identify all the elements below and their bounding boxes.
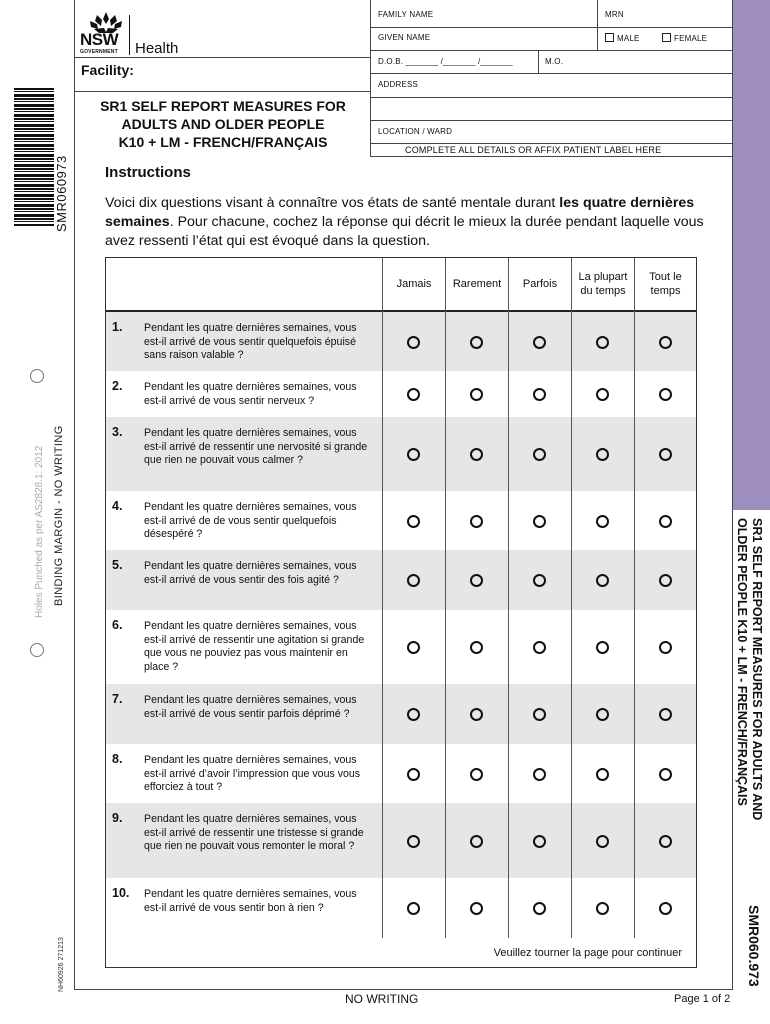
response-option-parfois[interactable]: [533, 336, 546, 349]
response-option-jamais[interactable]: [407, 902, 420, 915]
response-option-tout-le-temps[interactable]: [659, 336, 672, 349]
question-number: 7.: [112, 692, 123, 706]
form-title-line3: K10 + LM - FRENCH/FRANÇAIS: [118, 134, 328, 150]
dob-field[interactable]: D.O.B. _______ /_______ /_______: [378, 57, 513, 66]
response-option-parfois[interactable]: [533, 835, 546, 848]
patient-box-line: [370, 120, 733, 121]
response-option-jamais[interactable]: [407, 708, 420, 721]
side-form-code: SMR060.973: [746, 905, 762, 987]
question-text: Pendant les quatre dernières semaines, vous est-il arrivé de ressentir une agitation si grande que vous ne pouviez pas vous maintenir en place ?: [144, 620, 365, 673]
response-option-jamais[interactable]: [407, 388, 420, 401]
question-text: Pendant les quatre dernières semaines, vous est-il arrivé de vous sentir quelquefois épuisé sans raison valable ?: [144, 322, 357, 361]
instructions-text: [105, 194, 705, 251]
response-option-la-plupart[interactable]: [596, 448, 609, 461]
mo-field[interactable]: M.O.: [545, 57, 564, 66]
no-writing-note: NO WRITING: [345, 992, 419, 1006]
response-option-tout-le-temps[interactable]: [659, 902, 672, 915]
instructions-text-part2: . Pour chacune, cochez la réponse qui décrit le mieux la durée pendant laquelle vous avez ressenti l’état qui est évoqué dans la question.: [105, 214, 704, 249]
question-row: [106, 878, 696, 938]
question-text: Pendant les quatre dernières semaines, vous est-il arrivé d’avoir l’impression que vous vous efforciez à tout ?: [144, 754, 361, 793]
questionnaire-table: [105, 257, 697, 968]
nsw-logo-text: NSW: [80, 30, 119, 49]
question-number: 10.: [112, 886, 130, 900]
patient-box-line: [370, 27, 733, 28]
left-frame-line: [74, 0, 75, 990]
response-option-rarement[interactable]: [470, 768, 483, 781]
response-option-parfois[interactable]: [533, 515, 546, 528]
patient-box-line: [370, 50, 733, 51]
response-option-tout-le-temps[interactable]: [659, 708, 672, 721]
column-divider: [634, 310, 635, 938]
page-number: Page 1 of 2: [674, 993, 731, 1005]
side-form-title: SR1 SELF REPORT MEASURES FOR ADULTS AND OLDER PEOPLE K10 + LM - FRENCH/FRANÇAIS: [735, 518, 764, 821]
column-header-tout-le-temps: Tout le temps: [634, 258, 696, 310]
column-divider: [508, 310, 509, 938]
response-option-la-plupart[interactable]: [596, 768, 609, 781]
question-row: [106, 550, 696, 610]
question-number: 6.: [112, 618, 123, 632]
question-row: [106, 684, 696, 744]
response-option-rarement[interactable]: [470, 708, 483, 721]
question-row: [106, 744, 696, 803]
question-row: [106, 371, 696, 417]
response-option-tout-le-temps[interactable]: [659, 515, 672, 528]
question-text: Pendant les quatre dernières semaines, vous est-il arrivé de ressentir une tristesse si grande que rien ne pouvait vous remonter le moral ?: [144, 813, 364, 852]
org-name: Health: [135, 40, 179, 57]
patient-box-divider: [538, 50, 539, 73]
response-option-parfois[interactable]: [533, 448, 546, 461]
response-option-jamais[interactable]: [407, 768, 420, 781]
patient-box-line: [370, 97, 733, 98]
response-option-rarement[interactable]: [470, 515, 483, 528]
female-label: FEMALE: [674, 34, 708, 43]
response-option-jamais[interactable]: [407, 515, 420, 528]
question-number: 2.: [112, 379, 123, 393]
nsw-logo: [80, 10, 132, 61]
male-label: MALE: [617, 34, 640, 43]
response-option-parfois[interactable]: [533, 641, 546, 654]
binding-margin-note: BINDING MARGIN - NO WRITING: [53, 425, 65, 606]
table-header-divider: [106, 310, 696, 312]
checkbox-icon: [605, 33, 614, 42]
response-option-la-plupart[interactable]: [596, 708, 609, 721]
response-option-tout-le-temps[interactable]: [659, 641, 672, 654]
response-option-tout-le-temps[interactable]: [659, 768, 672, 781]
response-option-la-plupart[interactable]: [596, 574, 609, 587]
given-name-field[interactable]: GIVEN NAME: [378, 33, 431, 42]
question-row: [106, 803, 696, 878]
question-row: [106, 491, 696, 550]
response-option-tout-le-temps[interactable]: [659, 835, 672, 848]
response-option-rarement[interactable]: [470, 835, 483, 848]
bottom-frame-line: [74, 989, 733, 990]
column-divider: [571, 310, 572, 938]
response-option-rarement[interactable]: [470, 336, 483, 349]
response-option-rarement[interactable]: [470, 574, 483, 587]
address-field[interactable]: ADDRESS: [378, 80, 419, 89]
question-number: 8.: [112, 752, 123, 766]
question-text: Pendant les quatre dernières semaines, vous est-il arrivé de vous sentir des fois agité ?: [144, 560, 357, 586]
response-option-tout-le-temps[interactable]: [659, 448, 672, 461]
response-option-jamais[interactable]: [407, 448, 420, 461]
response-option-la-plupart[interactable]: [596, 388, 609, 401]
question-number: 4.: [112, 499, 123, 513]
response-option-parfois[interactable]: [533, 388, 546, 401]
form-title: [76, 97, 370, 151]
patient-box-line: [370, 156, 733, 157]
question-row: [106, 312, 696, 371]
column-header-la-plupart: La plupart du temps: [571, 258, 634, 310]
question-text: Pendant les quatre dernières semaines, vous est-il arrivé de de vous sentir quelquefois désespéré ?: [144, 501, 357, 540]
response-option-la-plupart[interactable]: [596, 336, 609, 349]
response-option-la-plupart[interactable]: [596, 641, 609, 654]
question-text: Pendant les quatre dernières semaines, vous est-il arrivé de vous sentir parfois déprimé ?: [144, 694, 357, 720]
instructions-title: Instructions: [105, 164, 191, 181]
form-title-line1: SR1 SELF REPORT MEASURES FOR: [100, 98, 346, 114]
facility-label: Facility:: [81, 62, 134, 78]
turn-page-note: Veuillez tourner la page pour continuer: [493, 947, 682, 959]
column-divider: [445, 310, 446, 938]
patient-box-left: [370, 0, 371, 156]
response-option-rarement[interactable]: [470, 902, 483, 915]
patient-box-line: [370, 73, 733, 74]
response-option-jamais[interactable]: [407, 641, 420, 654]
header-line: [74, 91, 370, 92]
punch-hole-top: [30, 369, 44, 383]
response-option-rarement[interactable]: [470, 388, 483, 401]
response-option-parfois[interactable]: [533, 902, 546, 915]
location-ward-field[interactable]: LOCATION / WARD: [378, 127, 453, 136]
question-text: Pendant les quatre dernières semaines, vous est-il arrivé de vous sentir nerveux ?: [144, 381, 357, 407]
female-checkbox[interactable]: [662, 33, 707, 43]
holes-note: Holes Punched as per AS2828.1: 2012: [34, 445, 45, 618]
print-code: NH60926 271213: [58, 937, 65, 992]
column-header-jamais: Jamais: [382, 258, 445, 310]
question-text: Pendant les quatre dernières semaines, vous est-il arrivé de vous sentir bon à rien ?: [144, 888, 357, 914]
response-option-jamais[interactable]: [407, 835, 420, 848]
instructions-text-part1: Voici dix questions visant à connaître vos états de santé mentale durant: [105, 195, 560, 211]
response-option-la-plupart[interactable]: [596, 902, 609, 915]
question-number: 1.: [112, 320, 123, 334]
logo-divider: [129, 15, 130, 55]
question-row: [106, 417, 696, 491]
response-option-la-plupart[interactable]: [596, 515, 609, 528]
instructions-text-bold: les quatre dernières semaines: [105, 195, 695, 230]
header-line: [74, 57, 370, 58]
mrn-field[interactable]: MRN: [605, 10, 624, 19]
patient-box-line: [370, 143, 733, 144]
column-divider: [382, 310, 383, 938]
response-option-la-plupart[interactable]: [596, 835, 609, 848]
response-option-parfois[interactable]: [533, 708, 546, 721]
side-color-band: [733, 0, 770, 510]
nsw-logo-subtext: GOVERNMENT: [80, 49, 118, 55]
response-option-parfois[interactable]: [533, 768, 546, 781]
question-number: 3.: [112, 425, 123, 439]
patient-box-divider: [597, 0, 598, 50]
patient-label-note: COMPLETE ALL DETAILS OR AFFIX PATIENT LABEL HERE: [405, 145, 662, 155]
family-name-field[interactable]: FAMILY NAME: [378, 10, 434, 19]
question-number: 5.: [112, 558, 123, 572]
column-header-rarement: Rarement: [445, 258, 508, 310]
form-code-left: SMR060973: [54, 155, 69, 232]
question-text: Pendant les quatre dernières semaines, vous est-il arrivé de ressentir une nervosité si grande que rien ne pouvait vous calmer ?: [144, 427, 368, 466]
barcode: [14, 88, 54, 226]
response-option-parfois[interactable]: [533, 574, 546, 587]
response-option-rarement[interactable]: [470, 641, 483, 654]
checkbox-icon: [662, 33, 671, 42]
response-option-jamais[interactable]: [407, 336, 420, 349]
question-row: [106, 610, 696, 684]
form-title-line2: ADULTS AND OLDER PEOPLE: [121, 116, 325, 132]
question-number: 9.: [112, 811, 123, 825]
response-option-tout-le-temps[interactable]: [659, 574, 672, 587]
response-option-tout-le-temps[interactable]: [659, 388, 672, 401]
response-option-rarement[interactable]: [470, 448, 483, 461]
response-option-jamais[interactable]: [407, 574, 420, 587]
male-checkbox[interactable]: [605, 33, 640, 43]
column-header-parfois: Parfois: [508, 258, 571, 310]
punch-hole-bottom: [30, 643, 44, 657]
